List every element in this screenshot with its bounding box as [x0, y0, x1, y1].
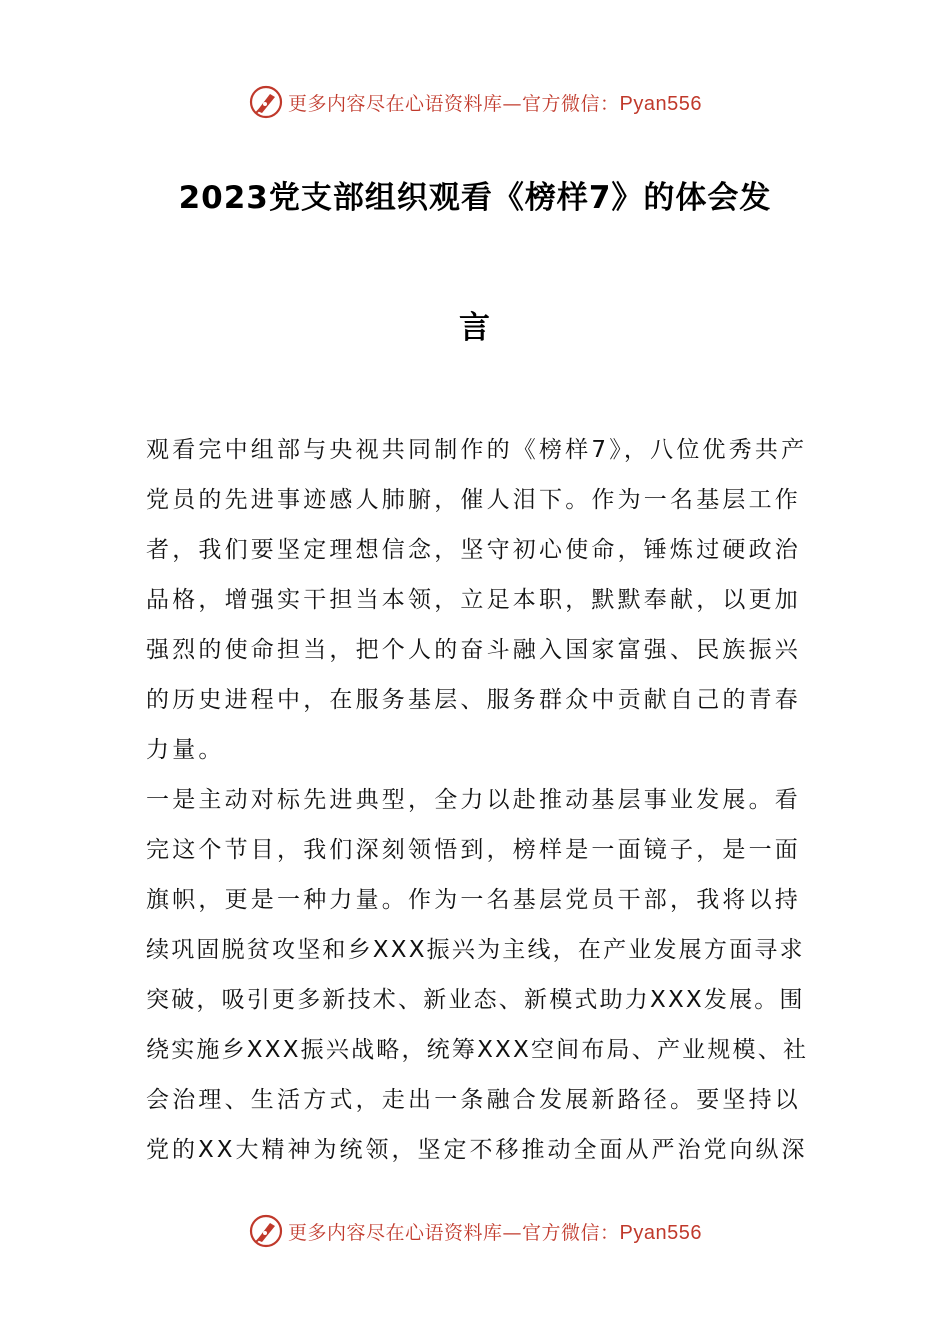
body-line: 旗帜，更是一种力量。作为一名基层党员干部，我将以持: [146, 887, 801, 913]
body-line: 力量。: [146, 737, 225, 763]
watermark-text: 更多内容尽在心语资料库—官方微信：Pyan556: [288, 1221, 702, 1244]
body-line: 观看完中组部与央视共同制作的《榜样7》，八位优秀共产: [146, 437, 808, 463]
body-line: 续巩固脱贫攻坚和乡XXX振兴为主线，在产业发展方面寻求: [146, 937, 805, 963]
body-line: 强烈的使命担当，把个人的奋斗融入国家富强、民族振兴: [146, 637, 801, 663]
document-title-line-2: 言: [459, 310, 491, 346]
body-line: 党的XX大精神为统领，坚定不移推动全面从严治党向纵深: [146, 1137, 808, 1163]
body-line: 突破，吸引更多新技术、新业态、新模式助力XXX发展。围: [146, 987, 805, 1013]
watermark-wechat-id: Pyan556: [619, 1221, 702, 1244]
header-watermark: [0, 82, 950, 122]
body-line: 会治理、生活方式，走出一条融合发展新路径。要坚持以: [146, 1087, 801, 1113]
watermark-wechat-id: Pyan556: [619, 92, 702, 115]
body-line: 一是主动对标先进典型，全力以赴推动基层事业发展。看: [146, 787, 801, 813]
body-line: 党员的先进事迹感人肺腑，催人泪下。作为一名基层工作: [146, 487, 801, 513]
body-line: 者，我们要坚定理想信念，坚守初心使命，锤炼过硬政治: [146, 537, 801, 563]
pen-nib-logo-icon: [248, 84, 284, 120]
document-title-line-1: 2023党支部组织观看《榜样7》的体会发: [178, 180, 772, 216]
document-body: [146, 425, 808, 1175]
body-line: 的历史进程中，在服务基层、服务群众中贡献自己的青春: [146, 687, 801, 713]
pen-nib-logo-icon: [248, 1213, 284, 1249]
body-line: 绕实施乡XXX振兴战略，统筹XXX空间布局、产业规模、社: [146, 1037, 809, 1063]
body-line: 完这个节目，我们深刻领悟到，榜样是一面镜子，是一面: [146, 837, 801, 863]
body-line: 品格，增强实干担当本领，立足本职，默默奉献，以更加: [146, 587, 801, 613]
watermark-text: 更多内容尽在心语资料库—官方微信：Pyan556: [288, 92, 702, 115]
footer-watermark: [0, 1211, 950, 1251]
